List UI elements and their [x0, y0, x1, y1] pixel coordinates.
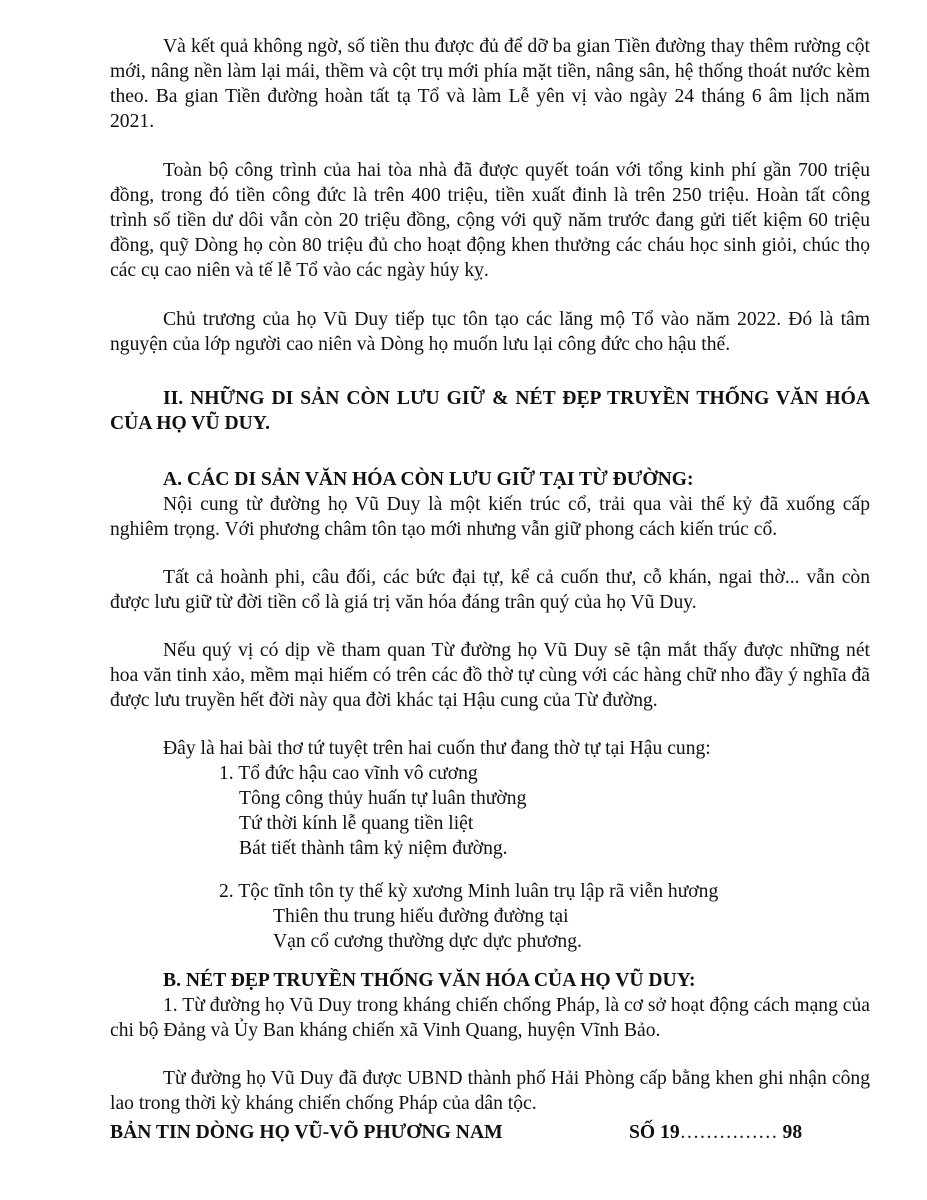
paragraph-intro-2: Toàn bộ công trình của hai tòa nhà đã được quyết toán với tổng kinh phí gần 700 triệu đồng, trong đó tiền công đức là trên 400 triệu, tiền xuất đinh là trên 250 triệu. Hoàn tất công trình số tiền dư dôi vẫn còn 20 triệu đồng, cộng với quỹ năm trước đang gửi tiết kiệm 60 triệu đồng, quỹ Dòng họ còn 80 triệu đủ cho hoạt động khen thưởng các cháu học sinh giỏi, chúc thọ các cụ cao niên và tế lễ Tổ vào các ngày húy kỵ.	[110, 160, 870, 281]
document-page	[110, 34, 870, 1116]
poem-1-line-4: Bát tiết thành tâm kỷ niệm đường.	[239, 838, 508, 859]
poem-1	[110, 761, 870, 861]
poem-2-line-3: Vạn cổ cương thường dực dực phương.	[273, 931, 582, 952]
paragraph-intro-1: Và kết quả không ngờ, số tiền thu được đủ để dỡ ba gian Tiền đường thay thêm rường cột mới, nâng nền làm lại mái, thềm và cột trụ mới phía mặt tiền, nâng sân, hệ thống thoát nước kèm theo. Ba gian Tiền đường hoàn tất tạ Tổ và làm Lễ yên vị vào ngày 24 tháng 6 âm lịch năm 2021.	[110, 36, 870, 132]
section-heading-main: II. NHỮNG DI SẢN CÒN LƯU GIỮ & NÉT ĐẸP TRUYỀN THỐNG VĂN HÓA CỦA HỌ VŨ DUY.	[110, 388, 870, 434]
section-a-paragraph-3: Nếu quý vị có dịp về tham quan Từ đường họ Vũ Duy sẽ tận mắt thấy được những nét hoa văn tinh xảo, mềm mại hiếm có trên các đồ thờ tự cùng với các hàng chữ nho đầy ý nghĩa đã được lưu truyền hết đời này qua đời khác tại Hậu cung của Từ đường.	[110, 640, 870, 711]
footer-page-number: 98	[782, 1122, 803, 1143]
section-a-heading: A. CÁC DI SẢN VĂN HÓA CÒN LƯU GIỮ TẠI TỪ ĐƯỜNG:	[163, 469, 694, 490]
footer-publication-title: BẢN TIN DÒNG HỌ VŨ-VÕ PHƯƠNG NAM	[110, 1122, 503, 1143]
poem-2	[110, 879, 870, 954]
poem-1-line-3: Tứ thời kính lễ quang tiền liệt	[239, 813, 474, 834]
section-b-heading: B. NÉT ĐẸP TRUYỀN THỐNG VĂN HÓA CỦA HỌ VŨ DUY:	[163, 970, 696, 991]
poem-1-line-2: Tông công thủy huấn tự luân thường	[239, 788, 527, 809]
section-a-paragraph-1: Nội cung từ đường họ Vũ Duy là một kiến trúc cổ, trải qua vài thế kỷ đã xuống cấp nghiêm trọng. Với phương châm tôn tạo mới nhưng vẫn giữ phong cách kiến trúc cổ.	[110, 494, 870, 540]
section-b-paragraph-1: 1. Từ đường họ Vũ Duy trong kháng chiến chống Pháp, là cơ sở hoạt động cách mạng của chi bộ Đảng và Ủy Ban kháng chiến xã Vinh Quang, huyện Vĩnh Bảo.	[110, 995, 870, 1041]
poem-1-line-1: 1. Tổ đức hậu cao vĩnh vô cương	[219, 763, 478, 784]
footer-issue-label: SỐ 19	[629, 1122, 680, 1143]
section-b-paragraph-2: Từ đường họ Vũ Duy đã được UBND thành phố Hải Phòng cấp bằng khen ghi nhận công lao trong thời kỳ kháng chiến chống Pháp của dân tộc.	[110, 1068, 870, 1114]
footer-dots: ……………	[679, 1122, 778, 1143]
section-a-paragraph-4: Đây là hai bài thơ tứ tuyệt trên hai cuốn thư đang thờ tự tại Hậu cung:	[163, 738, 711, 759]
poem-2-line-2: Thiên thu trung hiếu đường đường tại	[273, 906, 569, 927]
section-a-paragraph-2: Tất cả hoành phi, câu đối, các bức đại tự, kể cả cuốn thư, cỗ khán, ngai thờ... vẫn còn được lưu giữ từ đời tiền cổ là giá trị văn hóa đáng trân quý của họ Vũ Duy.	[110, 567, 870, 613]
footer-issue	[629, 1122, 802, 1144]
paragraph-intro-3: Chủ trương của họ Vũ Duy tiếp tục tôn tạo các lăng mộ Tổ vào năm 2022. Đó là tâm nguyện của lớp người cao niên và Dòng họ muốn lưu lại công đức cho hậu thế.	[110, 309, 870, 355]
poem-2-line-1: 2. Tộc tĩnh tôn ty thế kỳ xương Minh luân trụ lập rã viễn hương	[219, 881, 719, 902]
